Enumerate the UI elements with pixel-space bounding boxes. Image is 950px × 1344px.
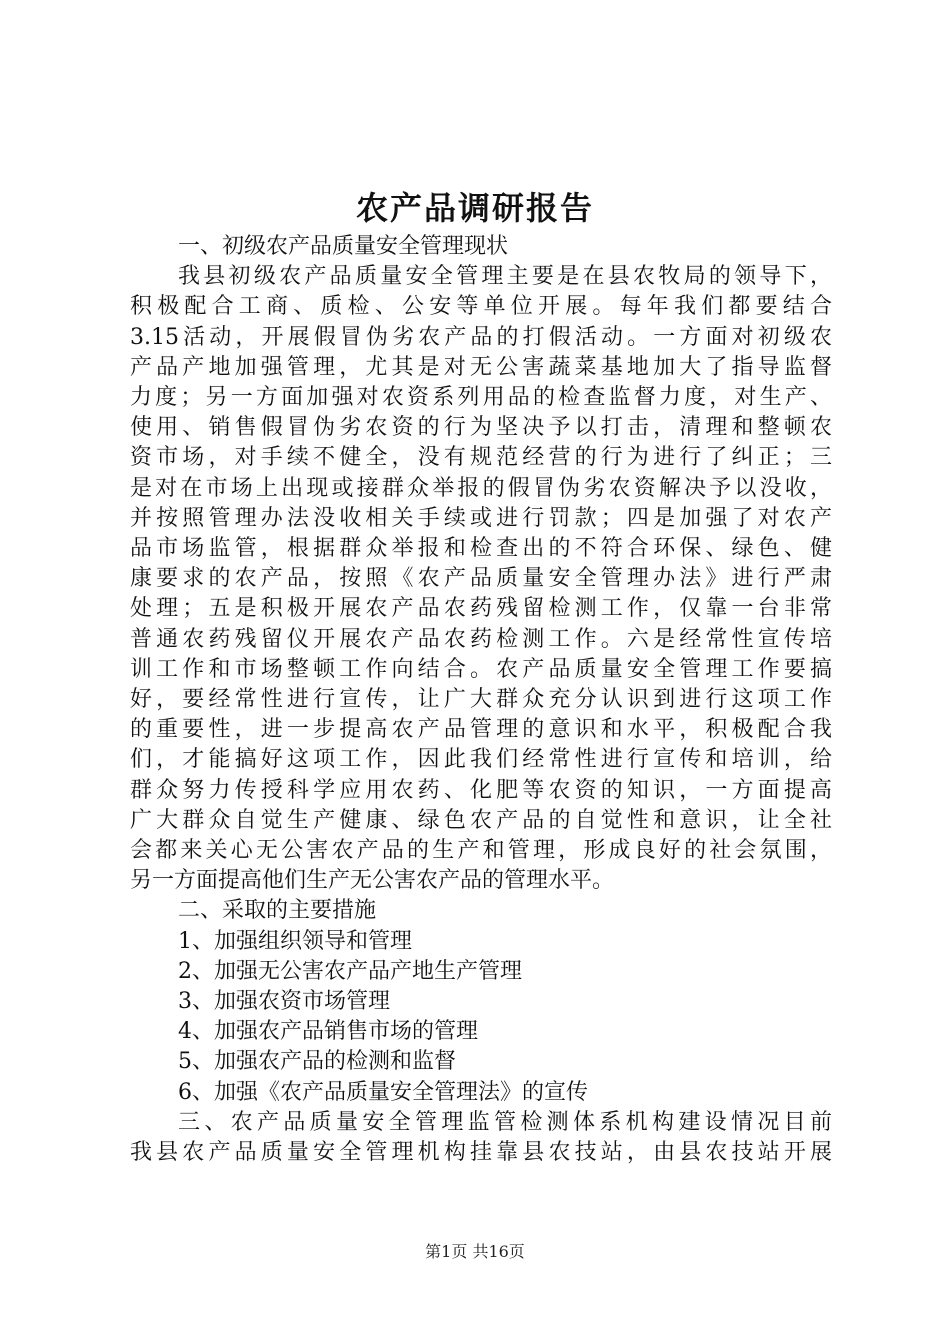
page-number-footer: 第1页 共16页 — [425, 1242, 525, 1261]
measure-item: 1、加强组织领导和管理 — [178, 928, 412, 954]
paragraph-line: 的重要性，进一步提高农产品管理的意识和水平，积极配合我 — [130, 717, 832, 743]
paragraph-line: 力度；另一方面加强对农资系列用品的检查监督力度，对生产、 — [130, 385, 832, 411]
section-heading-2: 二、采取的主要措施 — [178, 898, 377, 924]
paragraph-line: 资市场，对手续不健全，没有规范经营的行为进行了纠正；三 — [130, 445, 832, 471]
paragraph-line: 并按照管理办法没收相关手续或进行罚款；四是加强了对农产 — [130, 505, 832, 531]
paragraph-line: 群众努力传授科学应用农药、化肥等农资的知识，一方面提高 — [130, 777, 832, 803]
paragraph-line: 我县初级农产品质量安全管理主要是在县农牧局的领导下， — [178, 264, 832, 290]
paragraph-line: 使用、销售假冒伪劣农资的行为坚决予以打击，清理和整顿农 — [130, 415, 832, 441]
measure-item: 6、加强《农产品质量安全管理法》的宣传 — [178, 1079, 588, 1105]
paragraph-line: 另一方面提高他们生产无公害农产品的管理水平。 — [130, 868, 615, 894]
paragraph-line: 会都来关心无公害农产品的生产和管理，形成良好的社会氛围， — [130, 838, 832, 864]
measure-item: 3、加强农资市场管理 — [178, 989, 390, 1015]
document-title: 农产品调研报告 — [355, 189, 594, 227]
measure-item: 4、加强农产品销售市场的管理 — [178, 1019, 478, 1045]
paragraph-line: 广大群众自觉生产健康、绿色农产品的自觉性和意识，让全社 — [130, 807, 832, 833]
paragraph-line: 3.15活动，开展假冒伪劣农产品的打假活动。一方面对初级农 — [130, 324, 832, 350]
paragraph-line: 积极配合工商、质检、公安等单位开展。每年我们都要结合 — [130, 294, 832, 320]
paragraph-line: 训工作和市场整顿工作向结合。农产品质量安全管理工作要搞 — [130, 656, 832, 682]
measure-item: 2、加强无公害农产品产地生产管理 — [178, 958, 522, 984]
paragraph-line: 们，才能搞好这项工作，因此我们经常性进行宣传和培训，给 — [130, 747, 832, 773]
paragraph-line: 产品产地加强管理，尤其是对无公害蔬菜基地加大了指导监督 — [130, 354, 832, 380]
paragraph-line: 好，要经常性进行宣传，让广大群众充分认识到进行这项工作 — [130, 687, 832, 713]
section-heading-3: 三、农产品质量安全管理监管检测体系机构建设情况目前 — [178, 1109, 832, 1135]
section-heading-1: 一、初级农产品质量安全管理现状 — [178, 234, 509, 259]
measure-item: 5、加强农产品的检测和监督 — [178, 1049, 456, 1075]
paragraph-line: 是对在市场上出现或接群众举报的假冒伪劣农资解决予以没收， — [130, 475, 832, 501]
paragraph-line: 品市场监管，根据群众举报和检查出的不符合环保、绿色、健 — [130, 536, 832, 562]
paragraph-line: 我县农产品质量安全管理机构挂靠县农技站，由县农技站开展 — [130, 1140, 832, 1166]
paragraph-line: 处理；五是积极开展农产品农药残留检测工作，仅靠一台非常 — [130, 596, 832, 622]
document-body — [130, 232, 832, 1168]
paragraph-line: 康要求的农产品，按照《农产品质量安全管理办法》进行严肃 — [130, 566, 832, 592]
paragraph-line: 普通农药残留仪开展农产品农药检测工作。六是经常性宣传培 — [130, 626, 832, 652]
